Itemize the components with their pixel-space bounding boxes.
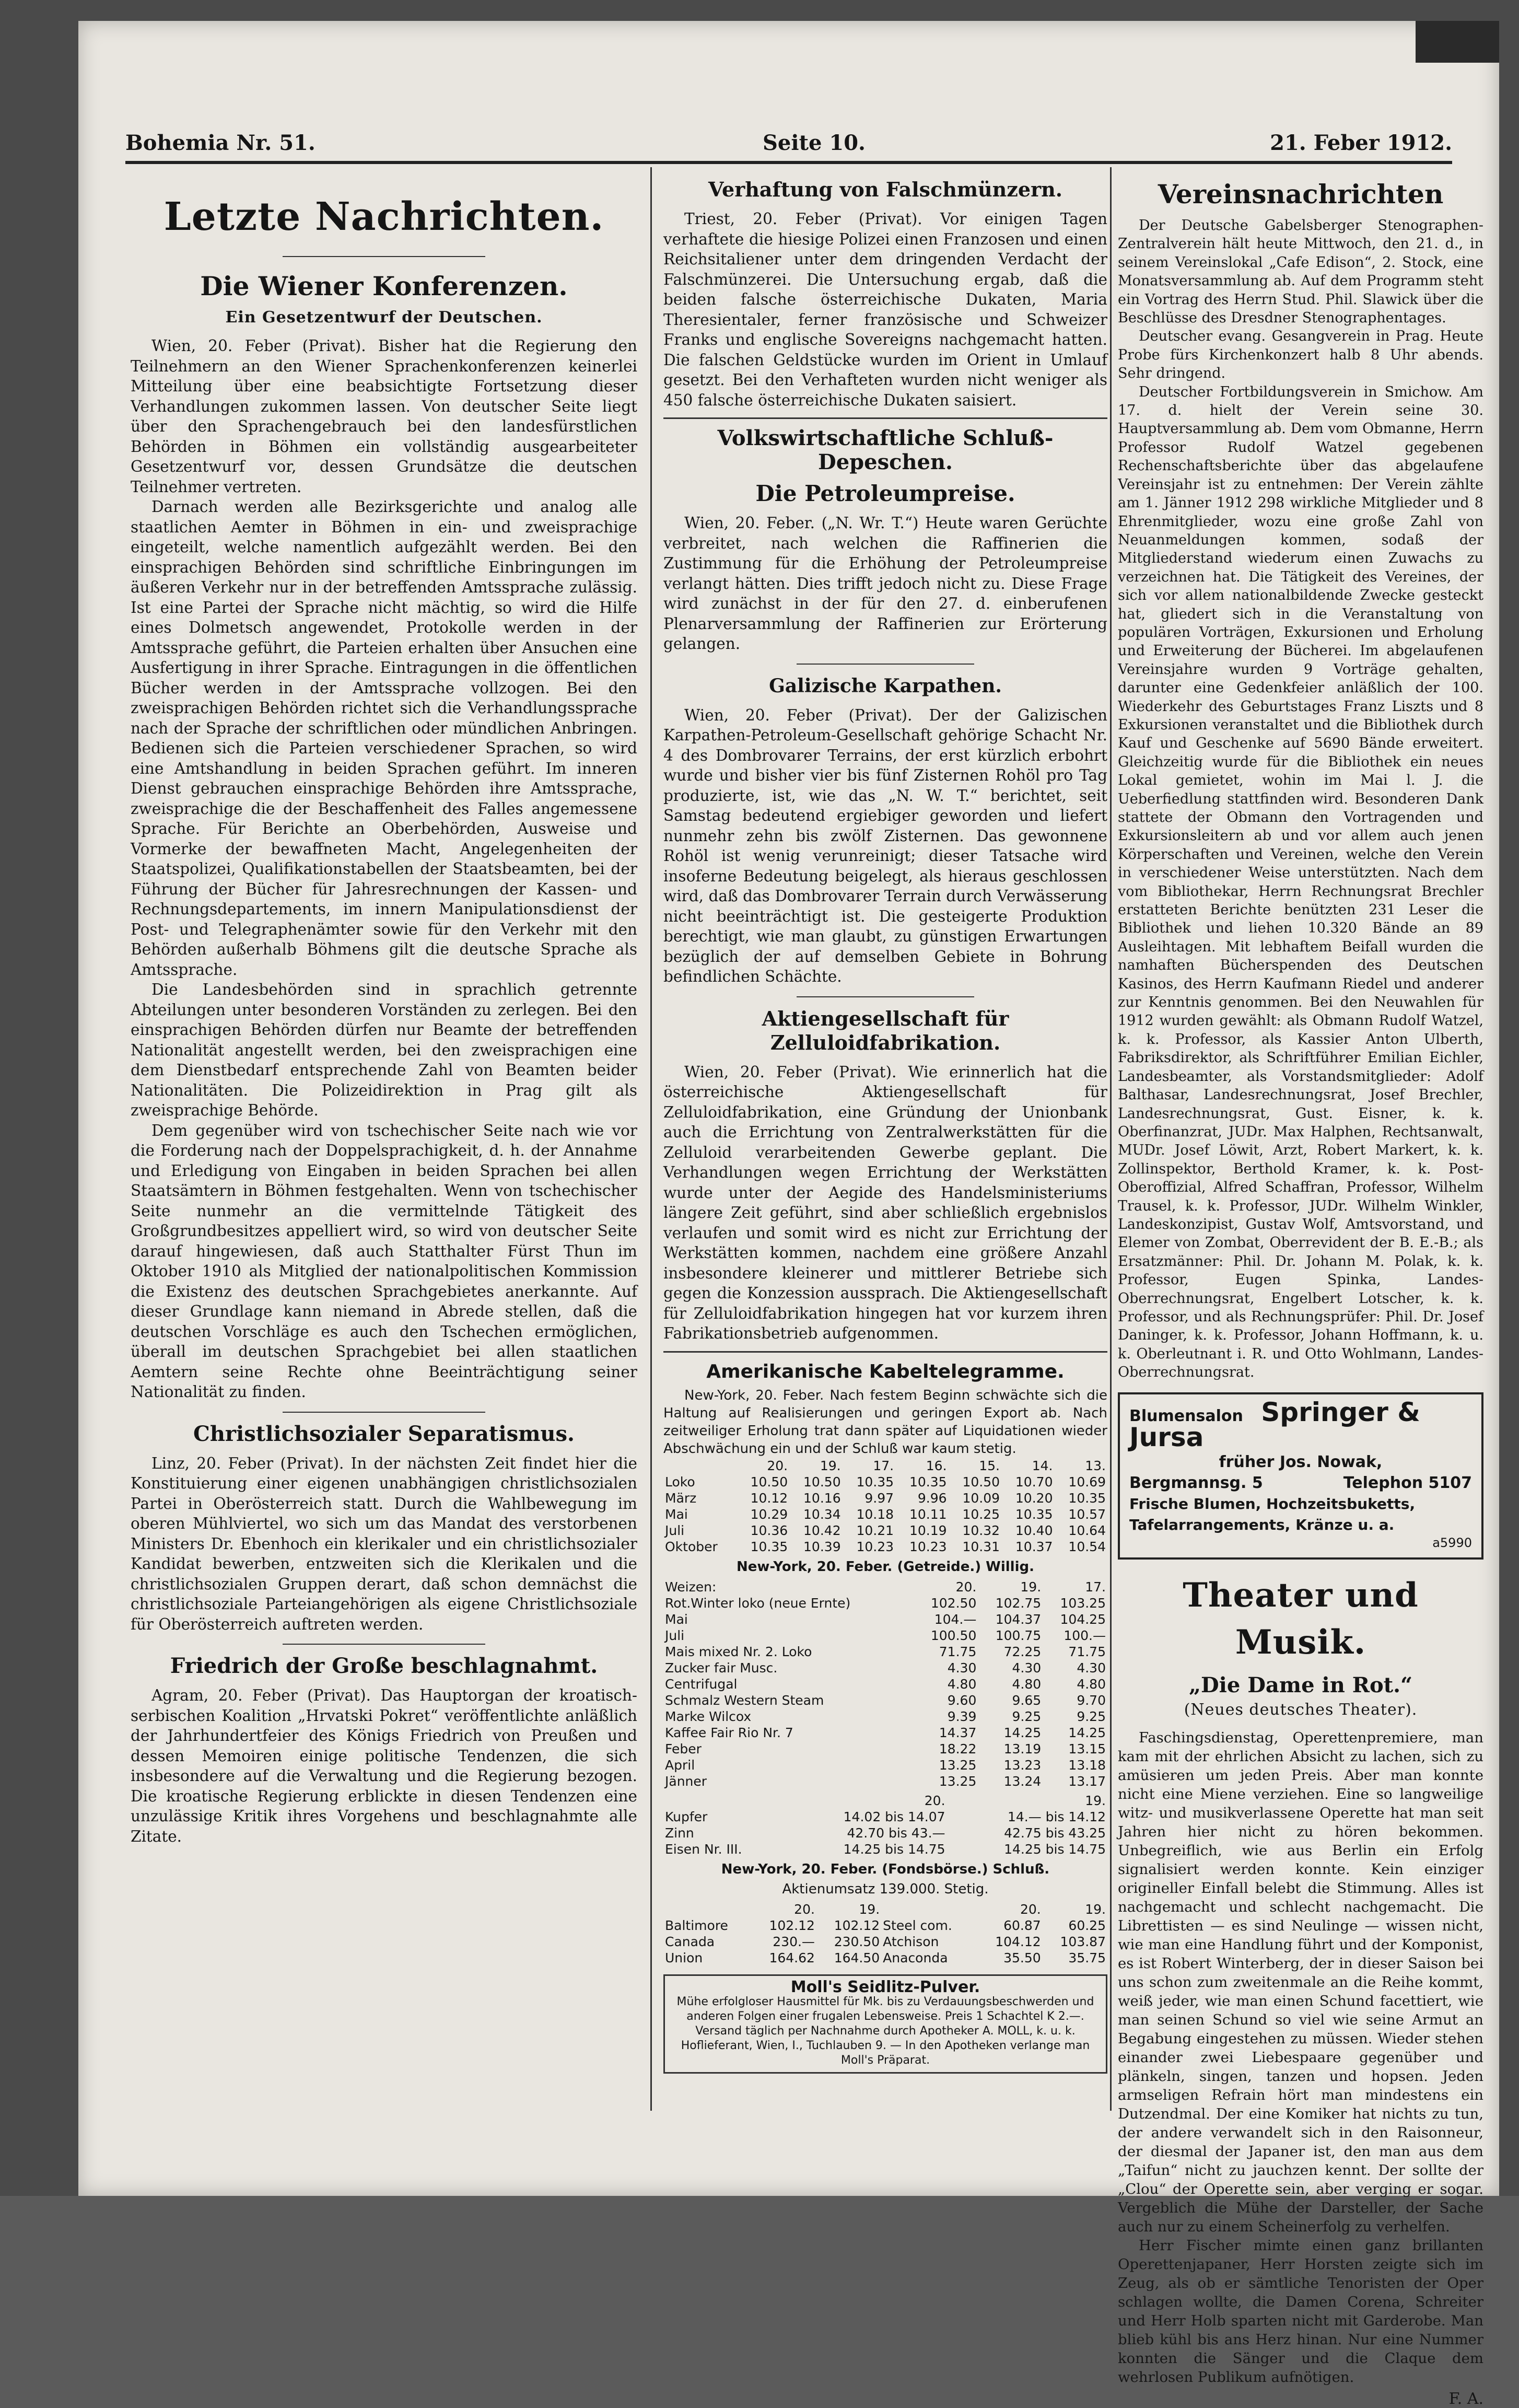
article-paragraph: Wien, 20. Feber (Privat). Bisher hat die Regierung den Teilnehmern an den Wiener Sprachenkonferenzen keinerlei Mitteilung über eine beabsichtigte Fortsetzung dieser Verhandlungen zukommen lassen. Von deutscher Seite liegt über den Sprachengebrauch bei den landesfürstlichen Behörden in Böhmen ein vollständig ausgearbeiteter Gesetzentwurf vor, dessen Grundsätze die deutschen Teilnehmer vertreten. bbox=[131, 337, 637, 496]
table-header-row bbox=[663, 1793, 1107, 1809]
article-paragraph: Wien, 20. Feber (Privat). Wie erinnerlich hat die österreichische Aktiengesellschaft für Zelluloidfabrikation, eine Gründung der Unionbank auch die Errichtung von Zentralwerkstätten für die Zelluloid verarbeitenden Gewerbe geplant. Die Verhandlungen wegen Errichtung der Werkstätten wurde unter der Aegide des Handelsministeriums längere Zeit geführt, sind aber schließlich ergebnislos verlaufen und somit wird es nicht zur Errichtung der Werkstätten kommen, nachdem eine größere Anzahl insbesondere kleinerer und mittlerer Betriebe sich gegen die Konzession aussprach. Die Aktiengesellschaft für Zelluloidfabrikation hingegen hat vor kurzem ihren Fabrikationsbetrieb aufgenommen. bbox=[663, 1063, 1107, 1342]
table-cell: 10.35 bbox=[1068, 1490, 1106, 1506]
review-paragraph: Faschingsdienstag, Operettenpremiere, man kam mit der ehrlichen Absicht zu lachen, sich zu amüsieren um jeden Preis. Aber man konnte nicht eine Miene verziehen. Eine so langweilige witz- und musikverlassene Operette hat man seit Jahren hier nicht zu hören bekommen. Unbegreiflich, wie aus Berlin ein Erfolg signalisiert werden konnte. Kein einziger origineller Einfall belebt die Stimmung. Alles ist nachgemacht und schlecht nachgemacht. Die Librettisten — es sind Neulinge — wissen nicht, wie man eine Handlung führt und der Komponist, es ist Robert Winterberg, der in dieser Saison bei uns schon zum zweitenmale an die Reihe kommt, weiß jeder, wie man einen Schund facettiert, wie man seinen Schund so viel wie seine Armut an Begabung eingestehen zu müssen. Wieder stehen einander zwei Liebespaare gegenüber und plänkeln, singen, tanzen und hopsen. Jeden armseligen Refrain hört man mindestens ein Dutzendmal. Der eine Komiker hat nichts zu tun, der andere verwandelt sich in den Raisonneur, der diesmal der Japaner ist, den man aus dem „Taifun“ nicht zu jauchzen kennt. Der sollte der „Clou“ der Operette sein, aber verging er sogar. Vergeblich die Mühe der Darsteller, der Sache auch nur zu einem Scheinerfolg zu verhelfen. bbox=[1118, 1729, 1483, 2235]
table-cell: Mais mixed Nr. 2. Loko bbox=[665, 1644, 812, 1659]
divider bbox=[663, 1351, 1107, 1353]
play-subtitle: (Neues deutsches Theater). bbox=[1184, 1700, 1418, 1719]
section-title-letzte: Letzte Nachrichten. bbox=[163, 194, 604, 239]
table-cell: 19. bbox=[859, 1901, 880, 1917]
table-cell: Juli bbox=[665, 1522, 685, 1538]
table-cell: 20. bbox=[924, 1793, 945, 1808]
table-cell: 104.37 bbox=[995, 1611, 1042, 1627]
review-paragraph: Herr Fischer mimte einen ganz brillanten Operettenjapaner, Herr Horsten zeigte sich im Zeug, als ob er sämtliche Tenoristen der Oper schlagen wollte, die Damen Corena, Schreiter und Herr Holb sparten nicht mit Garderobe. Man blieb kühl bis ans Herz hinan. Nur eine Nummer konnten die Sänger und die Claque dem wehrlosen Publikum aufnötigen. bbox=[1118, 2237, 1483, 2386]
table-cell: 10.09 bbox=[962, 1490, 1000, 1506]
table-row bbox=[663, 1676, 1107, 1692]
table-cell: 10.23 bbox=[909, 1539, 947, 1554]
table-cell: Oktober bbox=[665, 1539, 718, 1554]
column-1 bbox=[131, 172, 637, 2105]
table-cell bbox=[663, 1793, 786, 1809]
table-header-row bbox=[663, 1579, 1107, 1595]
table-cell: 10.35 bbox=[750, 1539, 788, 1554]
table-row bbox=[663, 1595, 1107, 1611]
table-cell: 104.25 bbox=[1060, 1611, 1106, 1627]
table-cell: 13.24 bbox=[1003, 1773, 1042, 1789]
table-cell: 9.96 bbox=[917, 1490, 947, 1506]
table-cell: 164.62 bbox=[769, 1950, 815, 1965]
table-cell: 102.75 bbox=[995, 1595, 1042, 1611]
divider bbox=[797, 996, 974, 997]
table-cell bbox=[663, 1458, 737, 1474]
ad-telephone: Telephon 5107 bbox=[1343, 1473, 1472, 1492]
article-title: Friedrich der Große beschlagnahmt. bbox=[170, 1654, 598, 1678]
page-corner-shadow bbox=[1416, 21, 1499, 63]
article-paragraph: Wien, 20. Feber (Privat). Der der Galizischen Karpathen-Petroleum-Gesellschaft gehörige Schacht Nr. 4 des Dombrovarer Terrains, der erst kürzlich erbohrt wurde und bisher vier bis fünf Zisternen Rohöl pro Tag produzierte, ist, wie das „N. W. T.“ berichtet, seit Samstag bedeutend ergiebiger geworden und liefert nunmehr zehn bis zwölf Zisternen. Das gewonnene Rohöl ist wenig verunreinigt; dieser Tatsache wird insoferne Bedeutung beigelegt, als hieraus geschlossen wird, daß das Dombrovarer Terrain durch Verwässerung nicht beeinträchtigt ist. Die gesteigerte Produktion berechtigt, wie man glaubt, zu günstigen Erwartungen bezüglich der auf demselben Gebiete in Bohrung befindlichen Schächte. bbox=[663, 706, 1107, 985]
table-cell: 14.25 bis 14.75 bbox=[843, 1841, 945, 1857]
article-title: Die Wiener Konferenzen. bbox=[200, 271, 568, 301]
table-row bbox=[663, 1934, 1107, 1950]
table-cell: 60.25 bbox=[1068, 1917, 1106, 1933]
table-cell: 20. bbox=[955, 1579, 977, 1595]
ad-former-owner: früher Jos. Nowak, bbox=[1219, 1452, 1383, 1471]
header-center: Seite 10. bbox=[763, 131, 866, 155]
table-cell: Anaconda bbox=[883, 1950, 948, 1965]
article-title: Christlichsozialer Separatismus. bbox=[193, 1421, 575, 1446]
table-cell: 10.29 bbox=[750, 1506, 788, 1522]
table-cell: Jänner bbox=[665, 1773, 707, 1789]
table-row bbox=[663, 1539, 1107, 1555]
table-cell: 35.75 bbox=[1068, 1950, 1106, 1965]
table-cell: 10.37 bbox=[1015, 1539, 1053, 1554]
table-cell: 20. bbox=[1020, 1901, 1041, 1917]
section-title-theater: Theater und Musik. bbox=[1183, 1575, 1419, 1662]
table-cell: 10.50 bbox=[750, 1474, 788, 1490]
table-cell: Mai bbox=[665, 1611, 688, 1627]
divider bbox=[797, 664, 974, 665]
table-cell: 10.31 bbox=[962, 1539, 1000, 1554]
table-cell: 13.17 bbox=[1068, 1773, 1106, 1789]
article-paragraph: Darnach werden alle Bezirksgerichte und analog alle staatlichen Aemter in Böhmen in ein- und zweisprachige eingeteilt, welche namentlich aufgezählt werden. Bei den einsprachigen Behörden sind schriftliche Einbringungen im äußeren Verkehr nur in der betreffenden Amtssprache zulässig. Ist eine Partei der Sprache nicht mächtig, so wird die Hilfe eines Dolmetsch angewendet, Protokolle werden in der Amtssprache geführt, die Parteien erhalten über Ansuchen eine Ausfertigung in ihrer Sprache. Eintragungen in die öffentlichen Bücher werden in der Amtssprache vollzogen. Bei den zweisprachigen Behörden richtet sich die Verhandlungssprache nach der Sprache der schriftlichen oder mündlichen Anbringen. Bedienen sich die Parteien verschiedener Sprachen, so wird eine Amtshandlung in beiden Sprachen geführt. Im inneren Dienst gebrauchen einsprachige Behörden ihre Amtssprache, zweisprachige die der Beschaffenheit des Falles angemessene Sprache. Für Berichte an Oberbehörden, Ausweise und Vormerke der bewaffneten Macht, Angelegenheiten der Staatspolizei, Qualifikationstabellen der Staatsbeamten, bei der Führung der Bücher für Jahresrechnungen der Kassen- und Rechnungsdepartements, im innern Manipulationsdienst der Post- und Telegraphenämter sowie für den Verkehr mit den Behörden außerhalb Böhmens gilt die deutsche Sprache als Amtssprache. bbox=[131, 498, 637, 979]
table-row bbox=[663, 1841, 1107, 1857]
article-title: Die Petroleumpreise. bbox=[755, 481, 1015, 506]
table-cell: 20. bbox=[767, 1458, 788, 1473]
table-cell: Feber bbox=[665, 1741, 702, 1756]
table-header-row bbox=[663, 1901, 1107, 1917]
table-row bbox=[663, 1692, 1107, 1708]
ad-shop-type: Blumensalon bbox=[1129, 1406, 1243, 1425]
table-cell: 35.50 bbox=[1003, 1950, 1041, 1965]
newspaper-page bbox=[78, 21, 1499, 2408]
table-cell: 9.70 bbox=[1077, 1692, 1106, 1708]
table-cell: 10.40 bbox=[1015, 1522, 1053, 1538]
moll-title: Moll's Seidlitz-Pulver. bbox=[790, 1977, 980, 1996]
article-paragraph: Die Landesbehörden sind in sprachlich getrennte Abteilungen unter besonderen Vorständen zu zerlegen. Bei den einsprachigen Behörden dürfen nur Beamte der betreffenden Nationalität angestellt werden, bei den zweisprachigen eine dem Dienstbedarf entsprechende Zahl von Beamten beider Nationalitäten. Die Polizeidirektion in Prag gilt als zweisprachige Behörde. bbox=[131, 981, 637, 1119]
divider bbox=[283, 256, 485, 257]
header-rule bbox=[125, 161, 1452, 164]
table-cell: 14.— bis 14.12 bbox=[1007, 1809, 1106, 1824]
table-cell: Union bbox=[665, 1950, 703, 1965]
moll-advertisement bbox=[663, 1974, 1107, 2074]
table-row bbox=[663, 1644, 1107, 1660]
table-cell: Canada bbox=[665, 1934, 715, 1949]
table-cell: 104.— bbox=[934, 1611, 977, 1627]
table-cell: 72.25 bbox=[1003, 1644, 1042, 1659]
club-paragraph: Deutscher evang. Gesangverein in Prag. Heute Probe fürs Kirchenkonzert halb 8 Uhr abends. Sehr dringend. bbox=[1118, 328, 1483, 382]
table-row bbox=[663, 1708, 1107, 1725]
table-cell: 10.69 bbox=[1068, 1474, 1106, 1490]
table-cell: 10.16 bbox=[803, 1490, 841, 1506]
divider bbox=[283, 1644, 485, 1645]
article-title: Galizische Karpathen. bbox=[769, 674, 1002, 697]
table-cell: 14.25 bbox=[1068, 1725, 1106, 1740]
table-cell: 9.65 bbox=[1012, 1692, 1042, 1708]
table-cell: 10.21 bbox=[856, 1522, 894, 1538]
table-row bbox=[663, 1950, 1107, 1966]
table-cell: Kaffee Fair Rio Nr. 7 bbox=[665, 1725, 793, 1740]
table-cell: Mai bbox=[665, 1506, 688, 1522]
table-cell: Marke Wilcox bbox=[665, 1708, 752, 1724]
table-row bbox=[663, 1809, 1107, 1825]
table-row bbox=[663, 1773, 1107, 1789]
table-cell: Rot.Winter loko (neue Ernte) bbox=[665, 1595, 851, 1611]
article-paragraph: Triest, 20. Feber (Privat). Vor einigen Tagen verhaftete die hiesige Polizei einen Franzosen und einen Reichsitaliener unter dem dringenden Verdacht der Falschmünzerei. Die Untersuchung ergab, daß die beiden falsche österreichische Dukaten, Maria Theresientaler, ferner französische und Schweizer Franks und englische Sovereigns nachgemacht hatten. Die falschen Geldstücke wurden im Orient in Umlauf gesetzt. Bei den Verhafteten wurden nicht weniger als 450 falsche österreichische Dukaten saisiert. bbox=[663, 210, 1107, 409]
table-row bbox=[663, 1725, 1107, 1741]
table-cell: Kupfer bbox=[665, 1809, 708, 1824]
table-cell: 19. bbox=[1085, 1793, 1106, 1808]
section-title-vereinsnachrichten: Vereinsnachrichten bbox=[1158, 179, 1444, 210]
cotton-table bbox=[663, 1458, 1107, 1555]
table-cell: 100.— bbox=[1064, 1627, 1106, 1643]
table-cell: 9.25 bbox=[1012, 1708, 1042, 1724]
table-cell: 17. bbox=[873, 1458, 894, 1473]
article-subtitle: Ein Gesetzentwurf der Deutschen. bbox=[225, 308, 543, 327]
table-cell: Eisen Nr. III. bbox=[665, 1841, 742, 1857]
table-row bbox=[663, 1490, 1107, 1506]
table-cell: 60.87 bbox=[1003, 1917, 1041, 1933]
moll-text: Mühe erfolgloser Hausmittel für Mk. bis zu Verdauungsbeschwerden und anderen Folgen einer frugalen Lebensweise. Preis 1 Schachtel K 2.—. Versand täglich per Nachnahme durch Apotheker A. MOLL, k. u. k. Hoflieferant, Wien, I., Tuchlauben 9. — In den Apotheken verlange man Moll's Präparat. bbox=[676, 1995, 1094, 2067]
table-cell: 17. bbox=[1085, 1579, 1106, 1595]
table-cell: 230.— bbox=[773, 1934, 815, 1949]
table-row bbox=[663, 1757, 1107, 1773]
ad-offer: Frische Blumen, Hochzeitsbuketts, Tafelarrangements, Kränze u. a. bbox=[1129, 1495, 1416, 1533]
table-cell: April bbox=[665, 1757, 695, 1773]
table-cell: 4.30 bbox=[1012, 1660, 1042, 1676]
table-cell: Loko bbox=[665, 1474, 695, 1490]
table-cell: 10.20 bbox=[1015, 1490, 1053, 1506]
column-rule-1 bbox=[650, 167, 652, 2111]
table-cell: 71.75 bbox=[1068, 1644, 1106, 1659]
table-row bbox=[663, 1627, 1107, 1644]
club-paragraph: Der Deutsche Gabelsberger Stenographen-Zentralverein hält heute Mittwoch, den 21. d., in seinem Vereinslokal „Cafe Edison“, 2. Stock, eine Monatsversammlung ab. Auf dem Programm steht ein Vortrag des Herrn Stud. Phil. Slawick über die Beschlüsse des Dresdner Stenographentages. bbox=[1118, 217, 1483, 327]
table-cell: 10.35 bbox=[856, 1474, 894, 1490]
table-cell: März bbox=[665, 1490, 697, 1506]
table-cell: 10.25 bbox=[962, 1506, 1000, 1522]
table-cell: 18.22 bbox=[939, 1741, 977, 1756]
table-cell: 164.50 bbox=[834, 1950, 880, 1965]
table-cell: 10.11 bbox=[909, 1506, 947, 1522]
cable-text: New-York, 20. Feber. Nach festem Beginn schwächte sich die Haltung auf Realisierungen und geringen Export ab. Nach zeitweiliger Erholung trat dann später auf Liquidationen wieder Abschwächung ein und der Schluß war kaum stetig. bbox=[663, 1387, 1107, 1457]
table-cell: Weizen: bbox=[665, 1579, 717, 1595]
stocks-table-subtitle: Aktienumsatz 139.000. Stetig. bbox=[782, 1881, 989, 1897]
table-cell: 103.87 bbox=[1060, 1934, 1106, 1949]
table-cell: 13.15 bbox=[1068, 1741, 1106, 1756]
table-cell: 4.80 bbox=[1077, 1676, 1106, 1692]
table-cell: 42.75 bis 43.25 bbox=[1004, 1825, 1106, 1841]
table-row bbox=[663, 1474, 1107, 1490]
table-row bbox=[663, 1522, 1107, 1539]
article-paragraph: Wien, 20. Feber. („N. Wr. T.“) Heute waren Gerüchte verbreitet, nach welchen die Raffinerien die Zustimmung für die Erhöhung der Petroleumpreise verlangt hätten. Dies trifft jedoch nicht zu. Diese Frage wird zunächst in der für den 27. d. einberufenen Plenarversammlung der Raffinerien zur Erörterung gelangen. bbox=[663, 514, 1107, 653]
table-cell: 15. bbox=[979, 1458, 1000, 1473]
table-cell: 19. bbox=[1020, 1579, 1042, 1595]
table-cell: 9.60 bbox=[947, 1692, 977, 1708]
divider bbox=[283, 1412, 485, 1413]
table-cell: 71.75 bbox=[939, 1644, 977, 1659]
table-cell bbox=[881, 1901, 977, 1917]
table-cell: 9.97 bbox=[864, 1490, 894, 1506]
review-signature: F. A. bbox=[1448, 2389, 1483, 2408]
table-cell: 10.42 bbox=[803, 1522, 841, 1538]
table-row bbox=[663, 1611, 1107, 1627]
play-title: „Die Dame in Rot.“ bbox=[1188, 1672, 1413, 1697]
table-cell: 13.18 bbox=[1068, 1757, 1106, 1773]
article-paragraph: Linz, 20. Feber (Privat). In der nächsten Zeit findet hier die Konstituierung einer eigenen unabhängigen christlichsozialen Partei in Oberösterreich statt. Durch die Wahlbewegung im oberen Mühlviertel, wo sich um das Mandat des verstorbenen Ministers Dr. Ebenhoch ein klerikaler und ein christlichsozialer Kandidat bewerben, entzweiten sich die Klerikalen und die christlichsozialen Gruppen derart, daß schon demnächst die christlichsoziale Parteiangehörigen als eigene Christlichsoziale für Oberösterreich auftreten werden. bbox=[131, 1454, 637, 1633]
table-cell: 10.54 bbox=[1068, 1539, 1106, 1554]
grain-table-title: New-York, 20. Feber. (Getreide.) Willig. bbox=[737, 1558, 1034, 1575]
springer-jursa-advertisement bbox=[1118, 1392, 1483, 1560]
table-cell: 13.25 bbox=[939, 1773, 977, 1789]
table-cell: 13.23 bbox=[1003, 1757, 1042, 1773]
table-row bbox=[663, 1506, 1107, 1522]
column-3 bbox=[1118, 172, 1483, 2408]
table-cell: Schmalz Western Steam bbox=[665, 1692, 824, 1708]
table-cell: 10.19 bbox=[909, 1522, 947, 1538]
table-cell: 10.50 bbox=[962, 1474, 1000, 1490]
article-title: Aktiengesellschaft für Zelluloidfabrikation. bbox=[762, 1006, 1009, 1054]
table-cell: 10.35 bbox=[909, 1474, 947, 1490]
table-cell: 9.39 bbox=[947, 1708, 977, 1724]
table-cell: 10.36 bbox=[750, 1522, 788, 1538]
table-cell: 10.57 bbox=[1068, 1506, 1106, 1522]
table-cell: 42.70 bis 43.— bbox=[847, 1825, 945, 1841]
table-cell: 102.12 bbox=[769, 1917, 815, 1933]
table-cell: 13. bbox=[1085, 1458, 1106, 1473]
table-cell: 100.75 bbox=[995, 1627, 1042, 1643]
header-left: Bohemia Nr. 51. bbox=[125, 131, 316, 155]
table-row bbox=[663, 1917, 1107, 1934]
table-row bbox=[663, 1741, 1107, 1757]
table-cell: 9.25 bbox=[1077, 1708, 1106, 1724]
table-cell: 13.25 bbox=[939, 1757, 977, 1773]
table-cell: Zinn bbox=[665, 1825, 694, 1841]
ad-shop-name: Springer & Jursa bbox=[1129, 1397, 1420, 1452]
column-2 bbox=[663, 172, 1107, 2105]
table-cell: 102.50 bbox=[930, 1595, 977, 1611]
table-cell: Atchison bbox=[883, 1934, 939, 1949]
table-cell: 230.50 bbox=[834, 1934, 880, 1949]
table-cell: 10.12 bbox=[750, 1490, 788, 1506]
table-cell: 19. bbox=[1085, 1901, 1106, 1917]
table-cell: Centrifugal bbox=[665, 1676, 738, 1692]
ad-address: Bergmannsg. 5 bbox=[1129, 1473, 1263, 1492]
article-title: Verhaftung von Falschmünzern. bbox=[708, 178, 1062, 201]
table-cell: 10.35 bbox=[1015, 1506, 1053, 1522]
table-cell: 10.34 bbox=[803, 1506, 841, 1522]
header-right: 21. Feber 1912. bbox=[1270, 131, 1452, 155]
table-cell: 19. bbox=[820, 1458, 841, 1473]
stocks-table bbox=[663, 1901, 1107, 1966]
table-cell: 100.50 bbox=[930, 1627, 977, 1643]
table-cell: 10.32 bbox=[962, 1522, 1000, 1538]
table-cell: 10.70 bbox=[1015, 1474, 1053, 1490]
table-cell: Zucker fair Musc. bbox=[665, 1660, 778, 1676]
table-cell: 14.25 bbox=[1003, 1725, 1042, 1740]
table-cell: 10.64 bbox=[1068, 1522, 1106, 1538]
column-rule-2 bbox=[1110, 167, 1112, 2111]
article-paragraph: Agram, 20. Feber (Privat). Das Hauptorgan der kroatisch-serbischen Koalition „Hrvatski Pokret“ veröffentlichte anläßlich der Jahrhundertfeier des Königs Friedrich von Preußen und dessen Memoiren einige politische Tendenzen, die sich insbesondere auf die Verwaltung und die Regierung bezogen. Die kroatische Regierung erblickte in diesen Tendenzen eine unzulässige Kritik ihres Vorgehens und beschlagnahmte alle Zitate. bbox=[131, 1686, 637, 1845]
table-cell: 13.19 bbox=[1003, 1741, 1042, 1756]
table-cell: 102.12 bbox=[834, 1917, 880, 1933]
cable-title: Amerikanische Kabeltelegramme. bbox=[706, 1360, 1065, 1382]
table-cell: 20. bbox=[794, 1901, 815, 1917]
table-row bbox=[663, 1660, 1107, 1676]
metals-table bbox=[663, 1793, 1107, 1857]
table-cell: 4.80 bbox=[947, 1676, 977, 1692]
table-cell: Steel com. bbox=[883, 1917, 952, 1933]
table-cell: 104.12 bbox=[995, 1934, 1041, 1949]
table-cell: Juli bbox=[665, 1627, 685, 1643]
table-cell: 14.25 bis 14.75 bbox=[1004, 1841, 1106, 1857]
ad-code: a5990 bbox=[1432, 1535, 1472, 1550]
table-cell: Baltimore bbox=[665, 1917, 728, 1933]
table-cell: 4.30 bbox=[947, 1660, 977, 1676]
stocks-table-title: New-York, 20. Feber. (Fondsbörse.) Schluß. bbox=[721, 1861, 1050, 1877]
article-paragraph: Dem gegenüber wird von tschechischer Seite nach wie vor die Forderung nach der Doppelsprachigkeit, d. h. der Annahme und Erledigung von Eingaben in beiden Sprachen bei allen Staatsämtern in Böhmen festgehalten. Wenn von tschechischer Seite nunmehr an die vermittelnde Tätigkeit des Großgrundbesitzes appelliert wird, so wird von deutscher Seite darauf hingewiesen, daß auch Statthalter Fürst Thun im Oktober 1910 als Mitglied der nationalpolitischen Kommission die Existenz des deutschen Sprachgebietes anerkannte. Auf dieser Grundlage kann niemand in Abrede stellen, daß die deutschen Vorschläge es auch den Tschechen ermöglichen, überall im deutschen Sprachgebiet bei allen staatlichen Aemtern seine Rechte ohne Beeinträchtigung seiner Nationalität zu finden. bbox=[131, 1121, 637, 1401]
table-cell: 16. bbox=[926, 1458, 947, 1473]
table-row bbox=[663, 1825, 1107, 1841]
table-cell: 14.02 bis 14.07 bbox=[843, 1809, 945, 1824]
table-header-row bbox=[663, 1458, 1107, 1474]
section-title: Volkswirtschaftliche Schluß-Depeschen. bbox=[717, 426, 1054, 474]
table-cell: 103.25 bbox=[1060, 1595, 1106, 1611]
page-header bbox=[125, 131, 1452, 157]
table-cell: 14.37 bbox=[939, 1725, 977, 1740]
grain-table bbox=[663, 1579, 1107, 1789]
club-paragraph: Deutscher Fortbildungsverein in Smichow. Am 17. d. hielt der Verein seine 30. Hauptversammlung ab. Dem vom Obmanne, Herrn Professor Rudolf Watzel gegebenen Rechenschaftsberichte über das abgelaufene Vereinsjahr ist zu entnehmen: Der Verein zählte am 1. Jänner 1912 298 wirkliche Mitglieder und 8 Ehrenmitglieder, wozu eine große Zahl von Neuanmeldungen kommen, sodaß der Mitgliederstand wiederum einen Zuwachs zu verzeichnen hat. Die Tätigkeit des Vereines, der sich vor allem nationalbildende Zwecke gesteckt hat, gliedert sich in die Veranstaltung von populären Vorträgen, Exkursionen und Erholung und Erweiterung der Bücherei. Im abgelaufenen Vereinsjahre wurden 9 Vorträge gehalten, darunter eine Gedenkfeier anläßlich der 100. Wiederkehr des Geburtstages Franz Liszts und 8 Exkursionen veranstaltet und die Bibliothek durch Kauf und Geschenke auf 5690 Bände erweitert. Gleichzeitig wurde für die Bibliothek ein neues Lokal gemietet, wohin im Mai l. J. die Ueberfiedlung stattfinden wird. Besonderen Dank stattete der Obmann den Vortragenden und Exkursionsleitern ab und vor allem auch jenen Körperschaften und Vereinen, welche den Verein in verschiedener Weise unterstützten. Nach dem vom Bibliothekar, Herrn Rechnungsrat Brechler erstatteten Berichte benützten 231 Leser die Bibliothek und liehen 10.320 Bände an 89 Ausleihtagen. Mit lebhaftem Beifall wurden die namhaften Bücherspenden des Deutschen Kasinos, des Herrn Kaufmann Riedel und anderer zur Kenntnis genommen. Bei den Neuwahlen für 1912 wurden gewählt: als Obmann Rudolf Watzel, k. k. Professor, als Kassier Anton Ulberth, Fabriksdirektor, als Schriftführer Emilian Eichler, Landesbeamter, als Vorstandsmitglieder: Adolf Balthasar, Landesrechnungsrat, Josef Brechler, Landesrechnungsrat, Gust. Eisner, k. k. Oberfinanzrat, JUDr. Max Halphen, Rechtsanwalt, MUDr. Josef Löwit, Arzt, Robert Markert, k. k. Zollinspektor, Berthold Kramer, k. k. Post-Oberoffizial, Alfred Schaffran, Professor, Wilhelm Trausel, k. k. Professor, JUDr. Wilhelm Winkler, Landeskonzipist, Gustav Wolf, Amtsvorstand, und Elemer von Zombat, Oberrevident der B. E.-B.; als Ersatzmänner: Phil. Dr. Johann M. Polak, k. k. Professor, Eugen Spinka, Landes-Oberrechnungsrat, Engelbert Lotscher, k. k. Professor, und als Rechnungsprüfer: Phil. Dr. Josef Daninger, k. k. Professor, Johann Hoffmann, k. u. k. Oberleutnant i. R. und Otto Wohlmann, Landes-Oberrechnungsrat. bbox=[1118, 383, 1483, 1381]
table-cell bbox=[663, 1901, 752, 1917]
table-cell: 4.80 bbox=[1012, 1676, 1042, 1692]
table-cell: 14. bbox=[1032, 1458, 1053, 1473]
table-cell: 10.50 bbox=[803, 1474, 841, 1490]
table-cell: 10.23 bbox=[856, 1539, 894, 1554]
table-cell: 4.30 bbox=[1077, 1660, 1106, 1676]
divider bbox=[663, 417, 1107, 419]
table-cell: 10.39 bbox=[803, 1539, 841, 1554]
table-cell: 10.18 bbox=[856, 1506, 894, 1522]
